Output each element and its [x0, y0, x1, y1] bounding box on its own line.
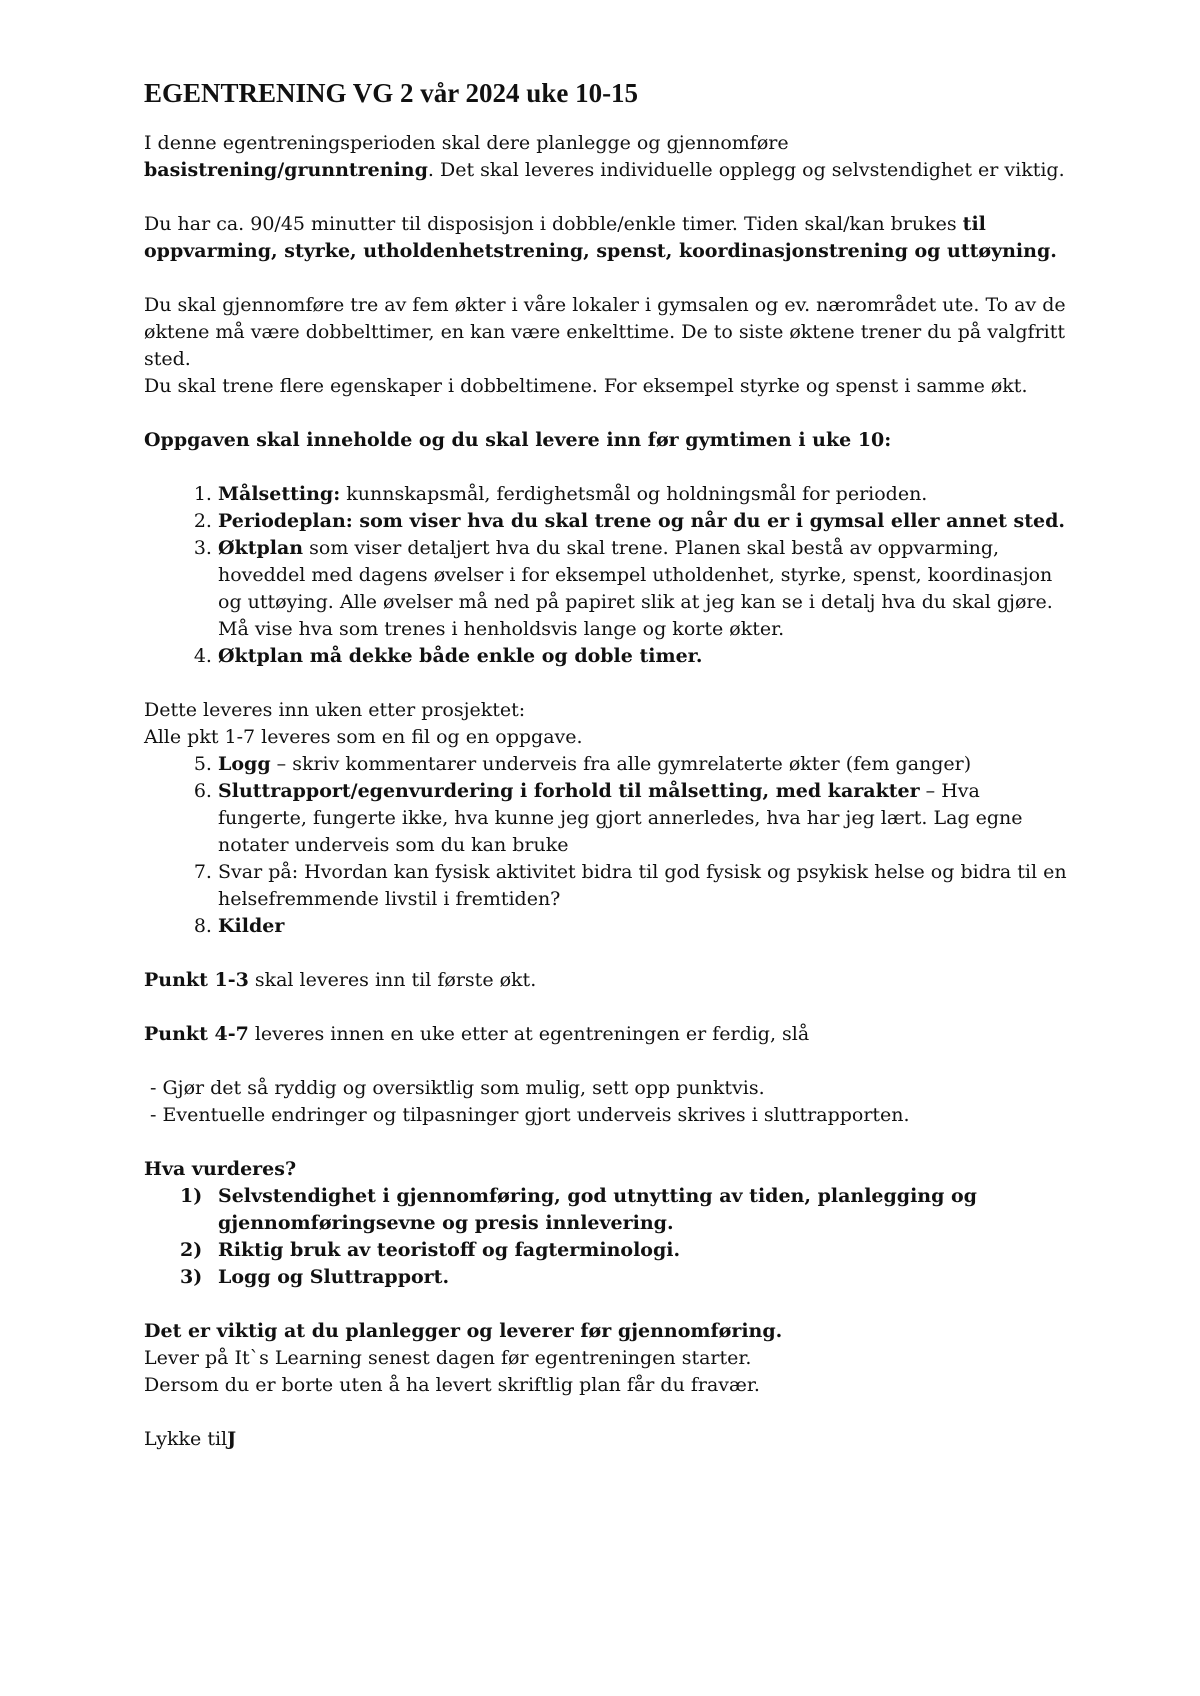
- note-line: - Eventuelle endringer og tilpasninger gjort underveis skrives i sluttrapporten.: [144, 1104, 910, 1126]
- intro-paragraph: I denne egentreningsperioden skal dere planlegge og gjennomføre basistrening/grunntrening. Det skal leveres individuelle opplegg og selvstendighet er viktig.: [144, 132, 1065, 181]
- sessions-paragraph: Du skal gjennomføre tre av fem økter i våre lokaler i gymsalen og ev. nærområdet ute. To av de øktene må være dobbelttimer, en kan være enkelttime. De to siste øktene trener du på valgfritt sted. Du skal trene flere egenskaper i dobbeltimene. For eksempel styrke og spenst i samme økt.: [144, 294, 1066, 397]
- time-paragraph: Du har ca. 90/45 minutter til disposisjon i dobble/enkle timer. Tiden skal/kan brukes til oppvarming, styrke, utholdenhetstrening, spenst, koordinasjonstrening og uttøyning.: [144, 213, 1057, 262]
- list-item: 3. Øktplan som viser detaljert hva du skal trene. Planen skal bestå av oppvarming, hoveddel med dagens øvelser i for eksempel utholdenhet, styrke, spenst, koordinasjon og uttøying. Alle øvelser må ned på papiret slik at jeg kan se i detalj hva du skal gjøre. Må vise hva som trenes i henholdsvis lange og korte økter.: [218, 535, 1074, 643]
- after-line-1: Dette leveres inn uken etter prosjektet:: [144, 699, 526, 721]
- list-item: 2. Periodeplan: som viser hva du skal trene og når du er i gymsal eller annet sted.: [218, 508, 1074, 535]
- assess-heading: Hva vurderes?: [144, 1158, 297, 1180]
- list-item: 4. Øktplan må dekke både enkle og doble timer.: [218, 643, 1074, 670]
- after-line-2: Alle pkt 1-7 leveres som en fil og en oppgave.: [144, 726, 583, 748]
- list-item: 7. Svar på: Hvordan kan fysisk aktivitet bidra til god fysisk og psykisk helse og bidra til en helsefremmende livstil i fremtiden?: [218, 859, 1074, 913]
- after-list: [144, 751, 1074, 940]
- task-heading: Oppgaven skal inneholde og du skal levere inn før gymtimen i uke 10:: [144, 429, 892, 451]
- signoff: Lykke tilJ: [144, 1428, 237, 1450]
- task-list: [144, 481, 1074, 670]
- closing-bold: Det er viktig at du planlegger og leverer før gjennomføring.: [144, 1320, 783, 1342]
- point-1-paragraph: Punkt 1-3 skal leveres inn til første økt.: [144, 969, 537, 991]
- closing-line-2: Dersom du er borte uten å ha levert skriftlig plan får du fravær.: [144, 1374, 760, 1396]
- list-item: 8. Kilder: [218, 913, 1074, 940]
- list-item: 6. Sluttrapport/egenvurdering i forhold til målsetting, med karakter – Hva fungerte, fungerte ikke, hva kunne jeg gjort annerledes, hva har jeg lært. Lag egne notater underveis som du kan bruke: [218, 778, 1074, 859]
- document-page: [144, 76, 1074, 1480]
- list-item: 2) Riktig bruk av teoristoff og fagterminologi.: [180, 1239, 681, 1261]
- point-2-paragraph: Punkt 4-7 leveres innen en uke etter at egentreningen er ferdig, slå: [144, 1023, 810, 1045]
- note-line: - Gjør det så ryddig og oversiktlig som mulig, sett opp punktvis.: [144, 1077, 765, 1099]
- smiley-glyph: J: [227, 1428, 237, 1450]
- list-item: 1. Målsetting: kunnskapsmål, ferdighetsmål og holdningsmål for perioden.: [218, 481, 1074, 508]
- list-item: 3) Logg og Sluttrapport.: [180, 1266, 450, 1288]
- list-item: 5. Logg – skriv kommentarer underveis fra alle gymrelaterte økter (fem ganger): [218, 751, 1074, 778]
- list-item: 1) Selvstendighet i gjennomføring, god utnytting av tiden, planlegging og gjennomføringsevne og presis innlevering.: [180, 1185, 977, 1234]
- closing-line-1: Lever på It`s Learning senest dagen før egentreningen starter.: [144, 1347, 752, 1369]
- page-title: EGENTRENING VG 2 vår 2024 uke 10-15: [144, 78, 639, 108]
- assess-list: [144, 1183, 1074, 1291]
